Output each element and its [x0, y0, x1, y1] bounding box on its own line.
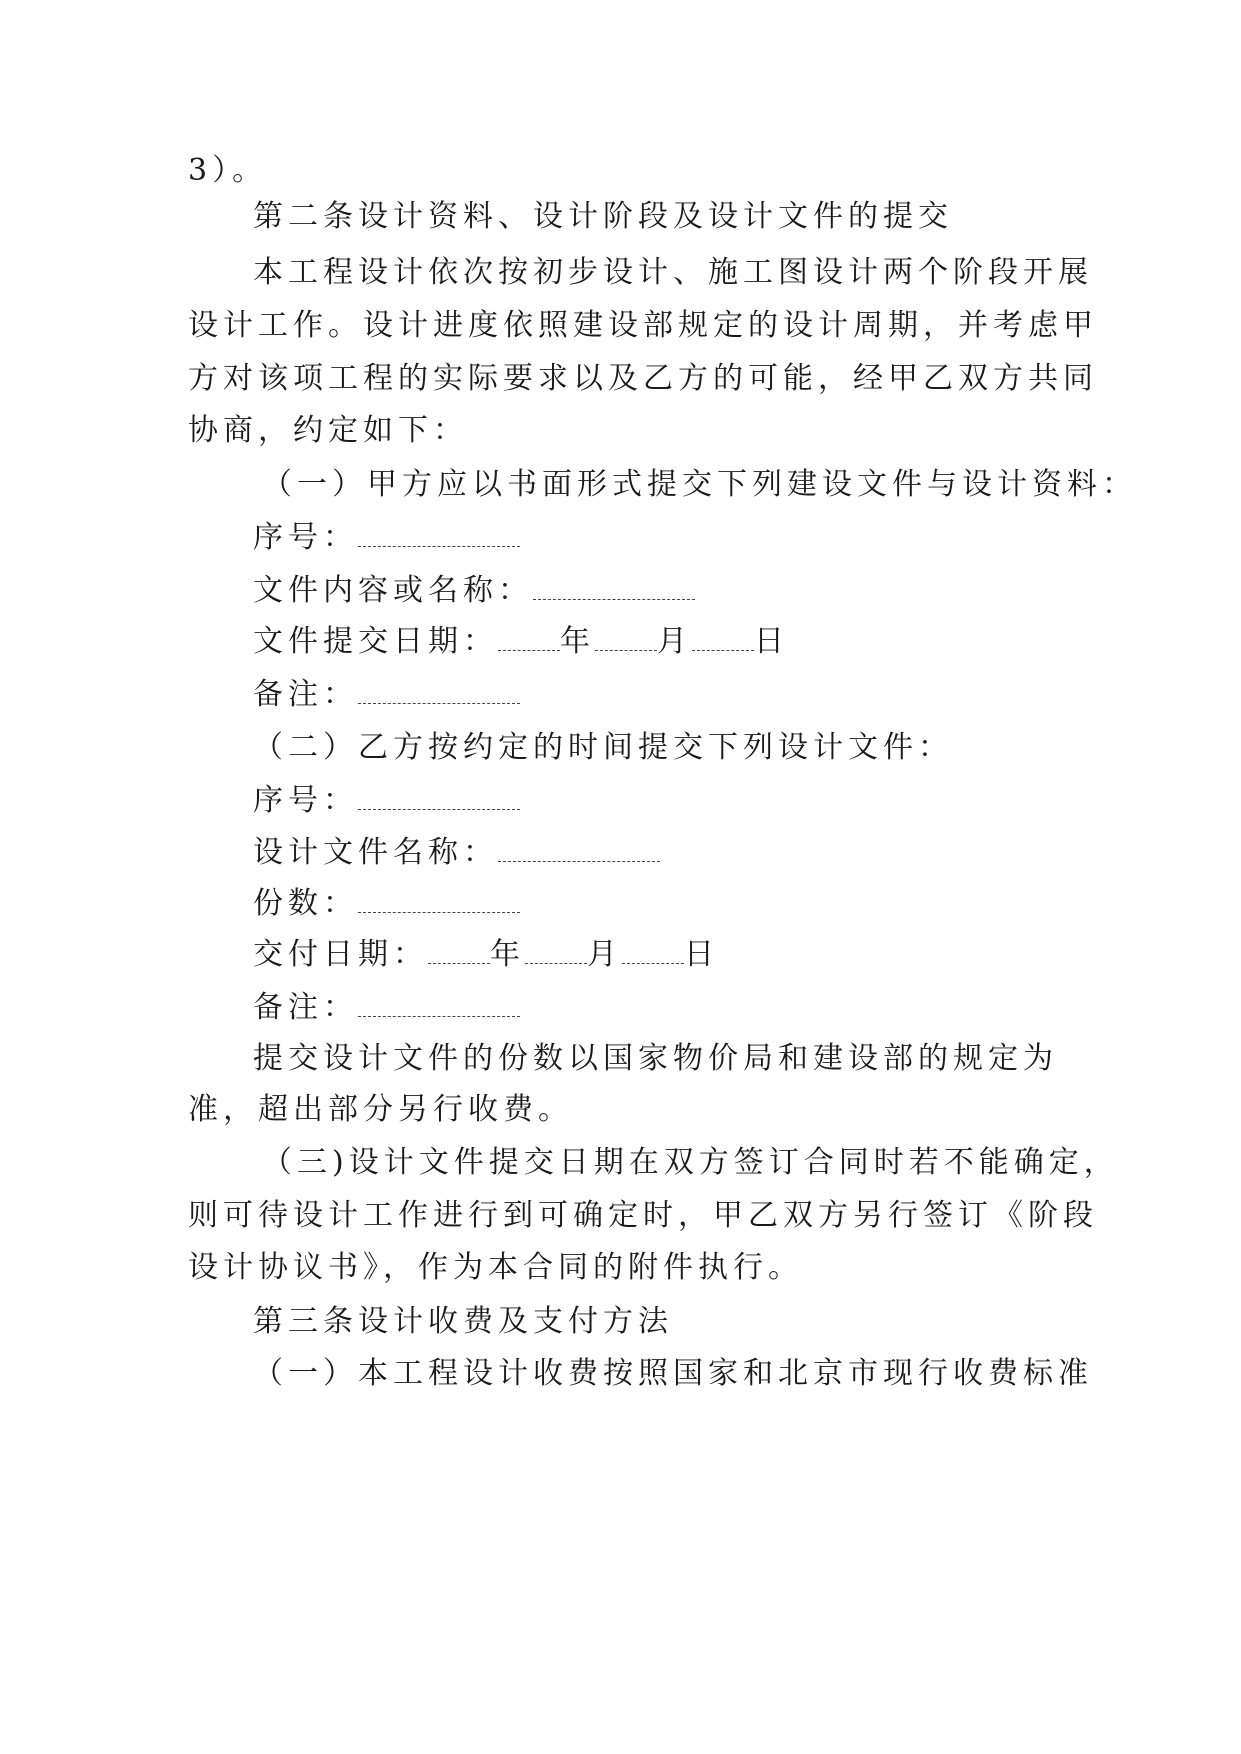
field-row	[253, 988, 1115, 1028]
field-label: 交付日期：	[253, 937, 428, 972]
blank-line	[595, 622, 657, 662]
text-line: （三)设计文件提交日期在双方签订合同时若不能确定，	[262, 1145, 1119, 1180]
blank-line	[498, 833, 660, 873]
field-label: 设计文件名称：	[253, 835, 498, 870]
text-line: 设计协议书》，作为本合同的附件执行。	[188, 1250, 803, 1285]
field-label: 文件内容或名称：	[253, 573, 533, 608]
field-row	[253, 675, 1115, 715]
text-line: 准，超出部分另行收费。	[188, 1092, 573, 1127]
text-line: 设计工作。设计进度依照建设部规定的设计周期，并考虑甲	[188, 308, 1098, 343]
list-item-heading: （一）本工程设计收费按照国家和北京市现行收费标准	[253, 1356, 1093, 1391]
year-label: 年	[560, 624, 595, 659]
text-line: 3）。	[188, 153, 268, 188]
field-row	[253, 884, 1115, 924]
day-label: 日	[754, 624, 789, 659]
field-label: 备注：	[253, 677, 358, 712]
blank-line	[358, 518, 520, 558]
text-line: 本工程设计依次按初步设计、施工图设计两个阶段开展	[253, 255, 1093, 290]
blank-line	[358, 988, 520, 1028]
field-row	[253, 571, 1115, 611]
field-row	[253, 833, 1115, 873]
blank-line	[358, 781, 520, 821]
blank-line	[525, 935, 587, 975]
section-heading: 第二条设计资料、设计阶段及设计文件的提交	[253, 199, 953, 234]
blank-line	[622, 935, 684, 975]
date-row	[253, 622, 1115, 662]
field-label: 备注：	[253, 990, 358, 1025]
date-row	[253, 935, 1115, 975]
blank-line	[428, 935, 490, 975]
blank-line	[692, 622, 754, 662]
text-line: 提交设计文件的份数以国家物价局和建设部的规定为	[253, 1041, 1058, 1076]
text-line: 则可待设计工作进行到可确定时，甲乙双方另行签订《阶段	[188, 1198, 1098, 1233]
blank-line	[358, 884, 520, 924]
day-label: 日	[684, 937, 719, 972]
field-label: 序号：	[253, 520, 358, 555]
field-row	[253, 518, 1115, 558]
blank-line	[358, 675, 520, 715]
text-line: 方对该项工程的实际要求以及乙方的可能，经甲乙双方共同	[188, 361, 1098, 396]
field-row	[253, 781, 1115, 821]
list-item-heading: （一）甲方应以书面形式提交下列建设文件与设计资料：	[262, 467, 1137, 502]
list-item-heading: （二）乙方按约定的时间提交下列设计文件：	[253, 730, 953, 765]
blank-line	[498, 622, 560, 662]
field-label: 文件提交日期：	[253, 624, 498, 659]
field-label: 份数：	[253, 886, 358, 921]
text-line: 协商，约定如下：	[188, 413, 468, 448]
blank-line	[533, 571, 695, 611]
field-label: 序号：	[253, 783, 358, 818]
year-label: 年	[490, 937, 525, 972]
section-heading: 第三条设计收费及支付方法	[253, 1304, 673, 1339]
month-label: 月	[587, 937, 622, 972]
month-label: 月	[657, 624, 692, 659]
